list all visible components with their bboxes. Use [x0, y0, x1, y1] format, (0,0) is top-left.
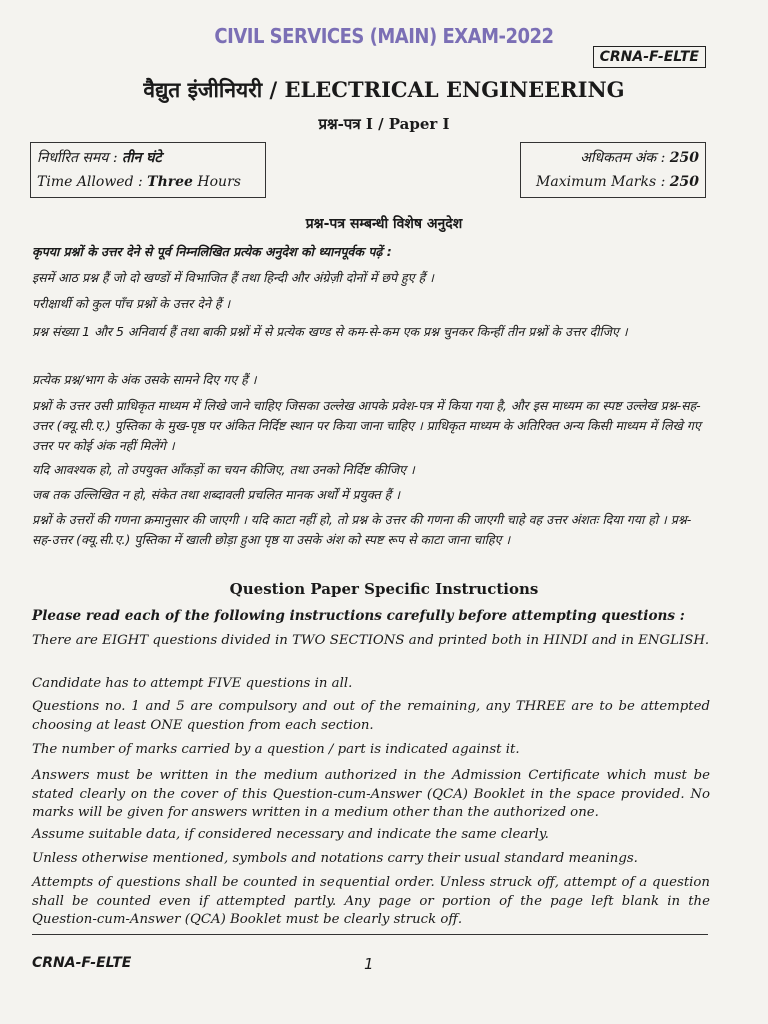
english-item-2: Candidate has to attempt FIVE questions in all.	[32, 676, 353, 691]
english-item-6: Assume suitable data, if considered necessary and indicate the same clearly.	[32, 827, 549, 842]
time-english-line: Time Allowed : Three Hours	[37, 174, 241, 190]
footer-rule	[32, 934, 708, 935]
exam-stamp: CIVIL SERVICES (MAIN) EXAM-2022	[214, 24, 554, 49]
english-item-5: Answers must be written in the medium authorized in the Admission Certificate which must be stated clearly on the cover of this Question-cum-Answer (QCA) Booklet in the space provided. No marks will be given for answers written in a medium other than the authorized one.	[32, 768, 710, 820]
footer-paper-code: CRNA-F-ELTE	[32, 955, 132, 971]
english-item-7: Unless otherwise mentioned, symbols and notations carry their usual standard meanings.	[32, 851, 638, 866]
hindi-item-2: परीक्षार्थी को कुल पाँच प्रश्नों के उत्तर देने हैं ।	[32, 296, 231, 311]
maximum-marks-box	[520, 142, 706, 198]
english-item-3: Questions no. 1 and 5 are compulsory and out of the remaining, any THREE are to be attempted choosing at least ONE question from each section.	[32, 699, 710, 733]
hindi-item-3: प्रश्न संख्या 1 और 5 अनिवार्य हैं तथा बाकी प्रश्नों में से प्रत्येक खण्ड से कम-से-कम एक प्रश्न चुनकर किन्हीं तीन प्रश्नों के उत्तर दीजिए ।	[32, 324, 628, 339]
marks-hindi-line: अधिकतम अंक : 250	[580, 150, 699, 166]
english-item-8: Attempts of questions shall be counted in sequential order. Unless struck off, attempt of a question shall be counted even if attempted partly. Any page or portion of the page left blank in the Question-cum-Answer (QCA) Booklet must be clearly struck off.	[32, 875, 710, 927]
english-instructions-heading: Question Paper Specific Instructions	[229, 580, 539, 598]
english-item-4: The number of marks carried by a question / part is indicated against it.	[32, 742, 520, 757]
hindi-item-6: यदि आवश्यक हो, तो उपयुक्त आँकड़ों का चयन कीजिए, तथा उनको निर्दिष्ट कीजिए ।	[32, 462, 415, 477]
hindi-intro: कृपया प्रश्नों के उत्तर देने से पूर्व निम्नलिखित प्रत्येक अनुदेश को ध्यानपूर्वक पढ़ें :	[32, 244, 392, 259]
page-number: 1	[364, 955, 374, 973]
time-hindi-line: निर्धारित समय : तीन घंटे	[37, 150, 162, 166]
time-allowed-box	[30, 142, 266, 198]
hindi-instructions-heading: प्रश्न-पत्र सम्बन्धी विशेष अनुदेश	[305, 216, 463, 232]
english-intro: Please read each of the following instructions carefully before attempting questions :	[32, 608, 685, 624]
hindi-item-1: इसमें आठ प्रश्न हैं जो दो खण्डों में विभाजित हैं तथा हिन्दी और अंग्रेज़ी दोनों में छपे हुए हैं ।	[32, 270, 434, 285]
subject-title: वैद्युत इंजीनियरी / ELECTRICAL ENGINEERING	[143, 77, 625, 102]
hindi-item-4: प्रत्येक प्रश्न/भाग के अंक उसके सामने दिए गए हैं ।	[32, 372, 257, 387]
marks-english-line: Maximum Marks : 250	[536, 174, 699, 190]
paper-code-box: CRNA-F-ELTE	[593, 46, 706, 68]
hindi-item-8: प्रश्नों के उत्तरों की गणना क्रमानुसार की जाएगी । यदि काटा नहीं हो, तो प्रश्न के उत्तर की गणना की जाएगी चाहे वह उत्तर अंशतः दिया गया हो । प्रश्न-सह-उत्तर (क्यू.सी.ए.) पुस्तिका में खाली छोड़ा हुआ पृष्ठ या उसके अंश को स्पष्ट रूप से काटा जाना चाहिए ।	[32, 512, 692, 547]
hindi-item-7: जब तक उल्लिखित न हो, संकेत तथा शब्दावली प्रचलित मानक अर्थों में प्रयुक्त हैं ।	[32, 487, 401, 502]
english-item-1: There are EIGHT questions divided in TWO SECTIONS and printed both in HINDI and in ENGLISH.	[32, 633, 710, 648]
paper-label: प्रश्न-पत्र I / Paper I	[318, 115, 450, 133]
hindi-item-5: प्रश्नों के उत्तर उसी प्राधिकृत माध्यम में लिखे जाने चाहिए जिसका उल्लेख आपके प्रवेश-पत्र में किया गया है, और इस माध्यम का स्पष्ट उल्लेख प्रश्न-सह-उत्तर (क्यू.सी.ए.) पुस्तिका के मुख-पृष्ठ पर अंकित निर्दिष्ट स्थान पर किया जाना चाहिए । प्राधिकृत माध्यम के अतिरिक्त अन्य किसी माध्यम में लिखे गए उत्तर पर कोई अंक नहीं मिलेंगे ।	[32, 398, 701, 453]
